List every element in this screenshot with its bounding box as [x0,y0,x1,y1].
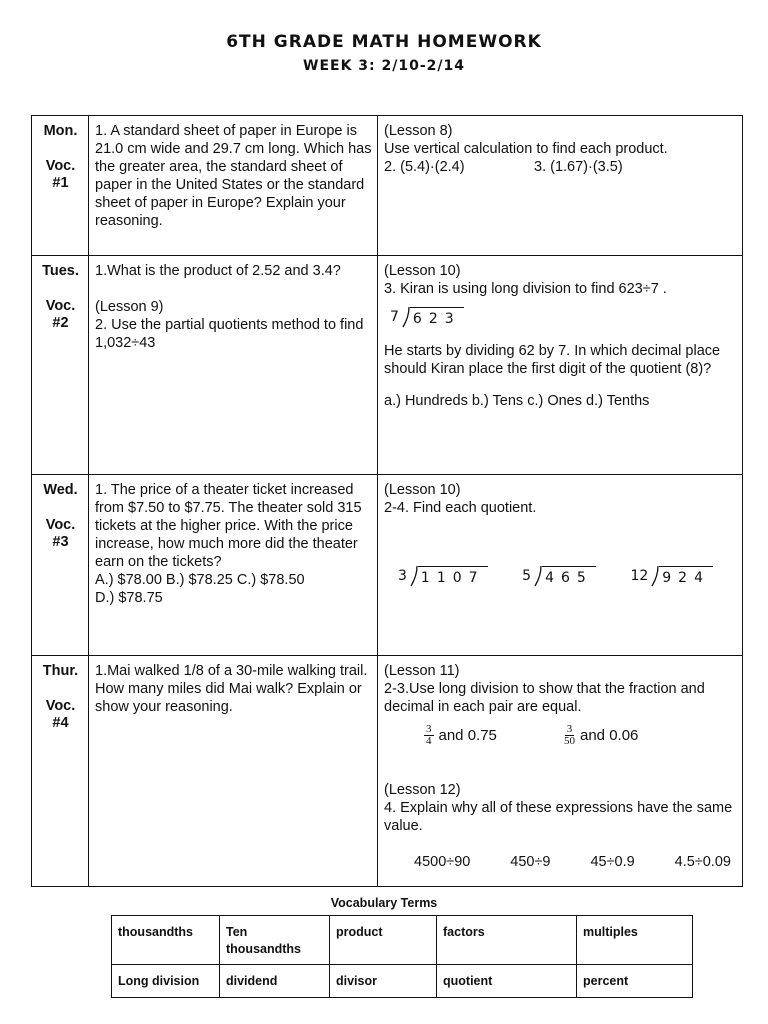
day-label: Wed. [43,482,78,498]
answer-choices: D.) $78.75 [95,590,163,606]
lesson-label: (Lesson 10) [384,263,461,279]
day-cell [32,475,89,656]
question-text: 1. A standard sheet of paper in Europe is 21.0 cm wide and 29.7 cm long. Which has the greater area, the standard sheet of paper in the United States or the standard sheet of paper in Europe? Explain your reasoning. [95,123,372,229]
question-text: 1.What is the product of 2.52 and 3.4? [95,263,341,279]
numerator: 3 [426,723,432,735]
instruction-text: 2-3.Use long division to show that the fraction and decimal in each pair are equal. [384,681,705,715]
voc-number: #2 [52,315,69,331]
voc-label [38,158,83,192]
problem-3: 3. (1.67)·(3.5) [534,159,623,175]
day-cell [32,116,89,256]
vocab-term: dividend [220,965,330,998]
division-bracket-icon [402,306,410,328]
day-label: Thur. [42,663,79,679]
right-question-cell [378,256,743,475]
voc-text: Voc. [45,698,76,714]
right-question-cell [378,116,743,256]
voc-text: Voc. [45,517,76,533]
long-division [630,565,713,587]
lesson-label: (Lesson 10) [384,482,461,498]
table-row [112,916,693,965]
voc-label [38,698,83,732]
problem-line [384,158,737,176]
voc-number: #3 [52,534,69,550]
division-bracket-icon [410,565,418,587]
division-bracket-icon [651,565,659,587]
right-question-cell [378,475,743,656]
question-text: 1. The price of a theater ticket increased from $7.50 to $7.75. The theater sold 315 tickets at the higher price. With the price increase, how much more did the theater earn on the tickets? [95,482,362,570]
voc-text: Voc. [45,298,76,314]
day-label: Tues. [42,263,79,279]
right-question-cell [378,656,743,887]
vocab-term: quotient [437,965,577,998]
vocabulary-table [111,915,693,998]
vocabulary-title: Vocabulary Terms [330,896,438,910]
expression: 450÷9 [510,854,551,870]
fraction-pair [424,724,564,747]
divisor: 3 [398,568,407,584]
vocab-term: factors [437,916,577,965]
question-text: 2. Use the partial quotients method to find 1,032÷43 [95,317,364,351]
table-row [112,965,693,998]
page-title: 6TH GRADE MATH HOMEWORK [226,32,542,52]
fraction [424,724,434,747]
vocab-term: thousandths [112,916,220,965]
lesson-label: (Lesson 9) [95,299,164,315]
dividend: 465 [542,566,596,587]
instruction-text: 2-4. Find each quotient. [384,500,537,516]
pair-text: and 0.06 [580,726,639,744]
homework-table [31,115,743,887]
left-question-cell [89,116,378,256]
voc-number: #1 [52,175,69,191]
dividend: 924 [659,566,713,587]
question-text: He starts by dividing 62 by 7. In which decimal place should Kiran place the first digit of the quotient (8)? [384,343,721,377]
long-division [522,565,596,587]
vocab-term: Ten thousandths [220,916,330,965]
voc-label [38,517,83,551]
dividend: 1107 [418,566,488,587]
table-row [32,475,743,656]
voc-text: Voc. [45,158,76,174]
voc-number: #4 [52,715,69,731]
long-division [398,565,488,587]
vocab-term: multiples [577,916,693,965]
day-cell [32,656,89,887]
divisor: 12 [630,568,649,584]
numerator: 3 [566,723,573,735]
page-subtitle: WEEK 3: 2/10-2/14 [303,58,465,74]
day-cell [32,256,89,475]
denominator: 50 [564,735,575,747]
lesson-label: (Lesson 12) [384,782,461,798]
divisor: 7 [390,309,399,325]
left-question-cell [89,256,378,475]
pair-text: and 0.75 [438,726,497,744]
vocab-term: product [330,916,437,965]
fraction-pairs [424,724,737,747]
answer-choices: a.) Hundreds b.) Tens c.) Ones d.) Tenths [384,393,650,409]
vocab-term: Long division [112,965,220,998]
long-division [390,306,737,328]
table-row [32,656,743,887]
instruction-text: 4. Explain why all of these expressions have the same value. [384,800,733,834]
problem-2: 2. (5.4)·(2.4) [384,159,465,175]
lesson-label: (Lesson 8) [384,123,453,139]
left-question-cell [89,656,378,887]
expression-list [384,853,737,871]
expression: 4.5÷0.09 [674,854,731,870]
division-problems [398,565,713,587]
vocab-term: divisor [330,965,437,998]
fraction [564,724,575,747]
answer-choices: A.) $78.00 B.) $78.25 C.) $78.50 [95,572,305,588]
division-bracket-icon [534,565,542,587]
left-question-cell [89,475,378,656]
expression: 45÷0.9 [590,854,635,870]
vocab-term: percent [577,965,693,998]
question-text: 1.Mai walked 1/8 of a 30-mile walking trail. How many miles did Mai walk? Explain or show your reasoning. [95,663,368,715]
divisor: 5 [522,568,532,584]
question-text: 3. Kiran is using long division to find 623÷7 . [384,281,667,297]
dividend: 623 [410,307,464,328]
lesson-label: (Lesson 11) [384,663,460,679]
instruction-text: Use vertical calculation to find each product. [384,141,668,157]
voc-label [38,298,83,332]
table-row [32,256,743,475]
table-row [32,116,743,256]
fraction-pair [564,724,638,747]
expression: 4500÷90 [414,854,471,870]
day-label: Mon. [43,123,78,139]
denominator: 4 [426,735,432,747]
